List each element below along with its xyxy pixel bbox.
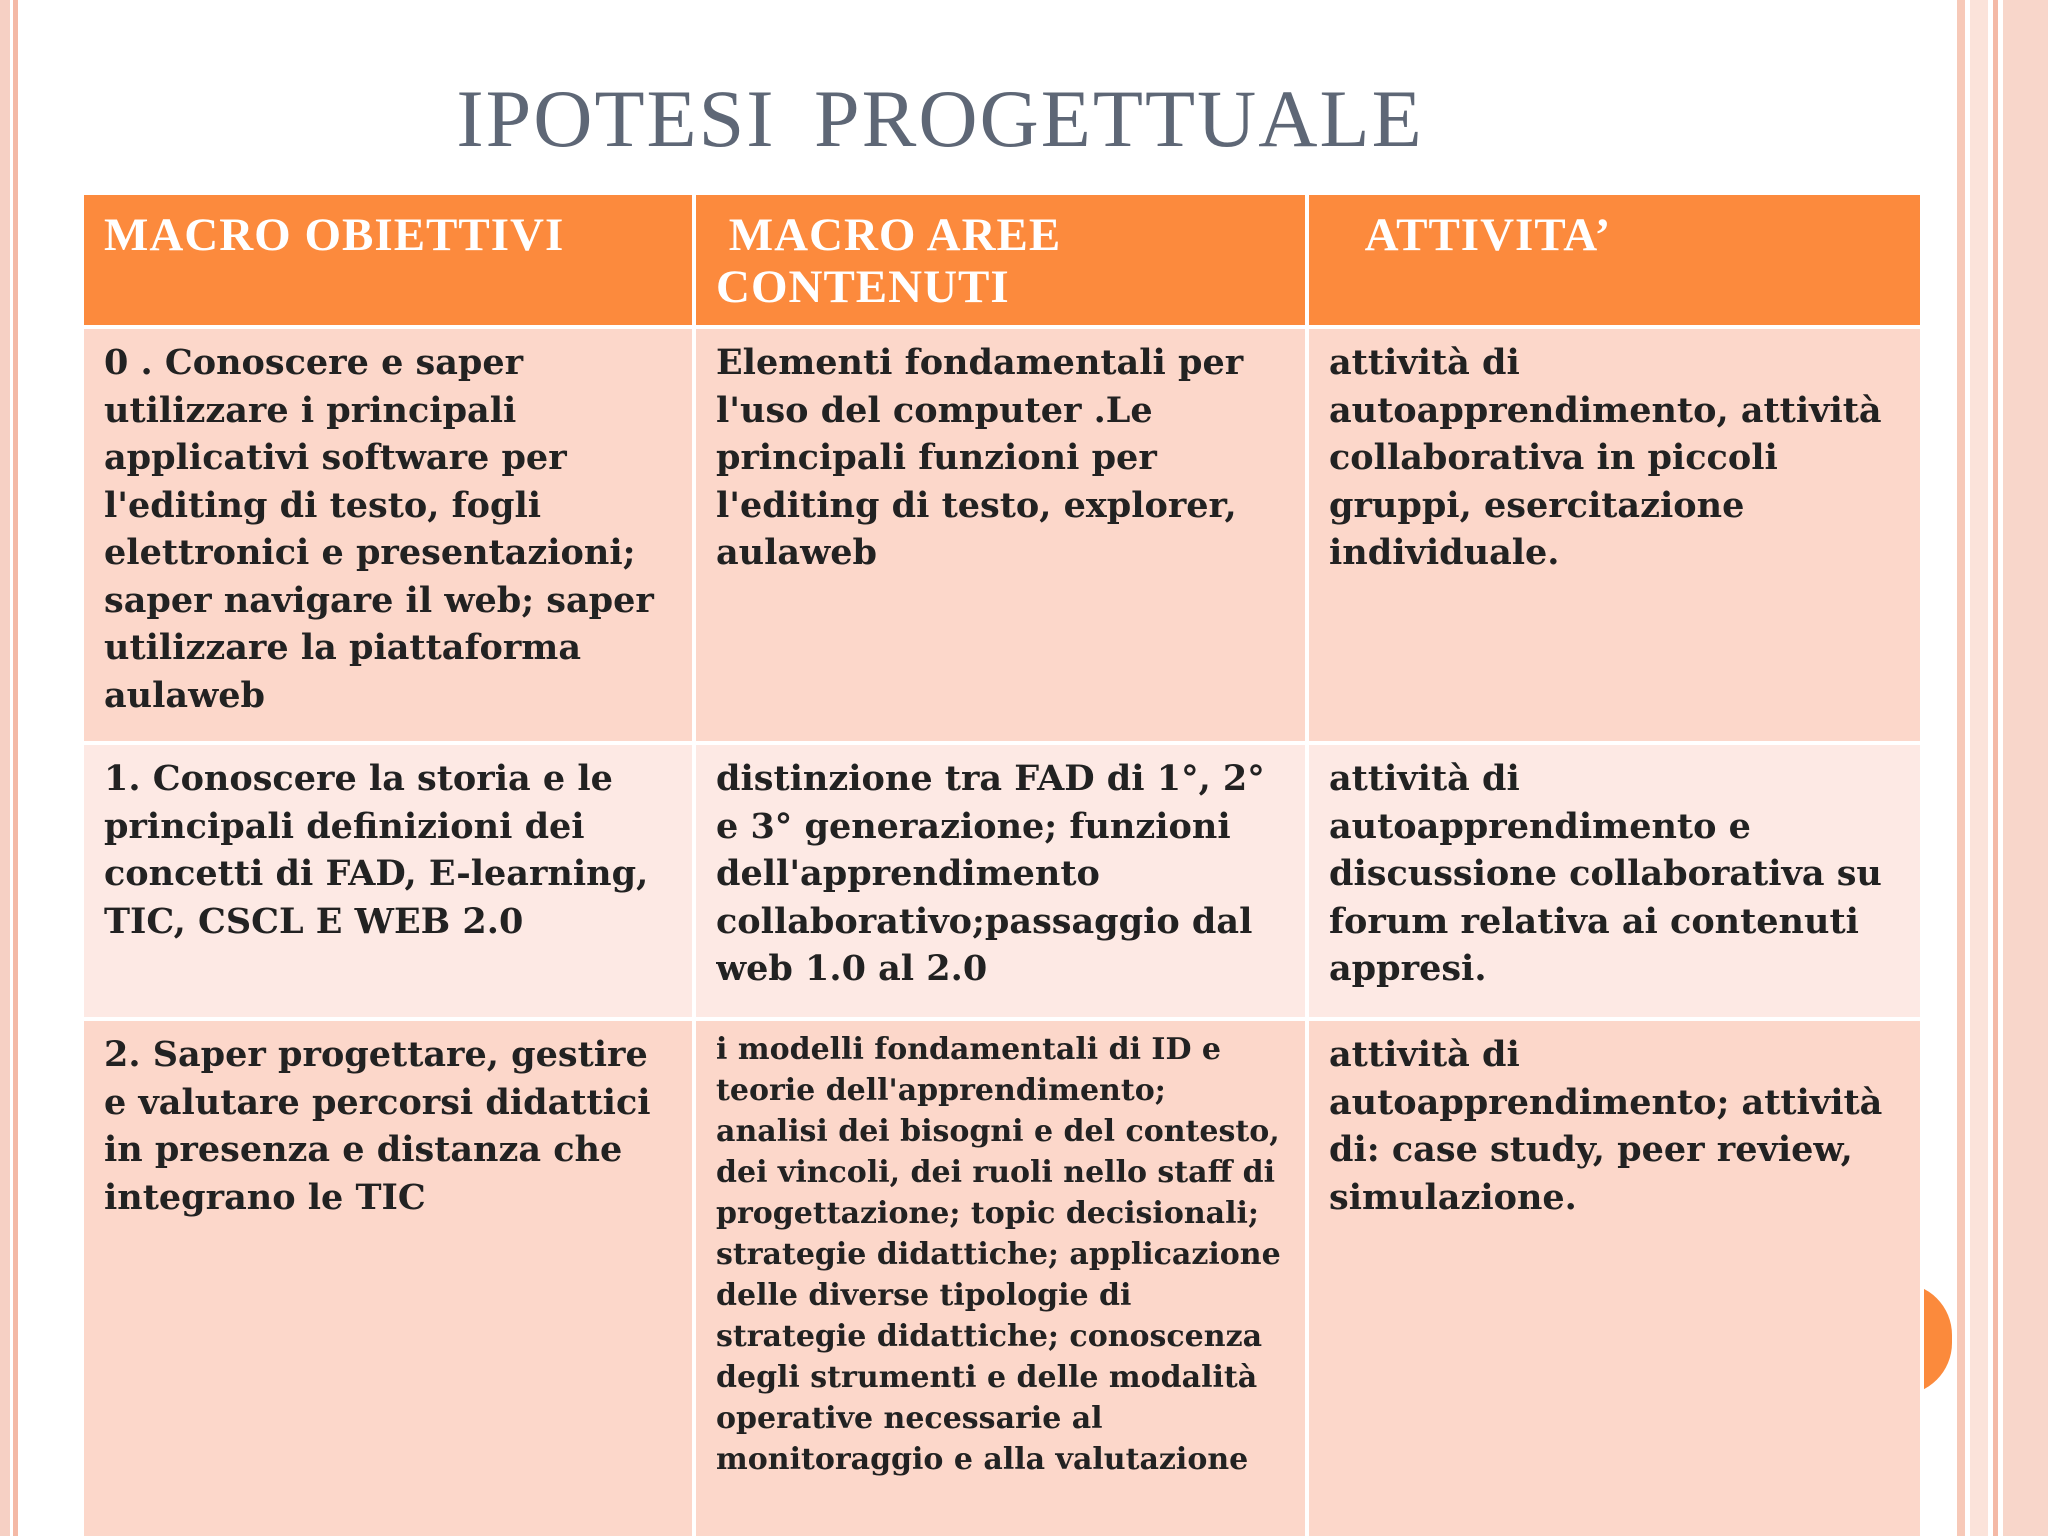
cell-text: i modelli fondamentali di ID e teorie dell'apprendimento; analisi dei bisogni e del contesto, dei vincoli, dei ruoli nello staff di progettazione; topic decisionali; strategie didattiche; applicazione delle diverse tipologie di strategie didattiche; conoscenza degli strumenti e delle modalità operative necessarie al monitoraggio e alla valutazione xyxy=(716,1032,1281,1477)
page-title: IPOTESI PROGETTUALE xyxy=(456,73,1424,164)
cell-text: attività di autoapprendimento; attività di: case study, peer review, simulazione. xyxy=(1329,1034,1883,1218)
header-label: MACRO OBIETTIVI xyxy=(104,209,565,261)
cell-text: 0 . Conoscere e saper utilizzare i principali applicativi software per l'editing di testo, fogli elettronici e presentazioni; saper navigare il web; saper utilizzare la piattaforma aulaweb xyxy=(104,342,654,716)
cell-attivita xyxy=(1307,327,1922,743)
cell-attivita xyxy=(1307,743,1922,1019)
left-border-line xyxy=(13,0,18,1536)
header-macro-aree-contenuti xyxy=(694,193,1307,327)
header-macro-obiettivi xyxy=(82,193,694,327)
table-row xyxy=(82,327,1922,743)
cell-text: 1. Conoscere la storia e le principali definizioni dei concetti di FAD, E-learning, TIC, CSCL E WEB 2.0 xyxy=(104,758,649,942)
header-attivita xyxy=(1307,193,1922,327)
cell-text: attività di autoapprendimento, attività collaborativa in piccoli gruppi, esercitazione individuale. xyxy=(1329,342,1882,573)
cell-contenuti xyxy=(694,1019,1307,1536)
table-row xyxy=(82,1019,1922,1536)
header-label: MACRO AREE CONTENUTI xyxy=(716,209,1062,313)
cell-obiettivo xyxy=(82,327,694,743)
header-label: ATTIVITA’ xyxy=(1329,209,1612,261)
cell-text: attività di autoapprendimento e discussione collaborativa su forum relativa ai contenuti appresi. xyxy=(1329,758,1882,989)
left-border-stripe xyxy=(0,0,10,1536)
cell-text: distinzione tra FAD di 1°, 2° e 3° generazione; funzioni dell'apprendimento collaborativo;passaggio dal web 1.0 al 2.0 xyxy=(716,758,1265,989)
table-header-row xyxy=(82,193,1922,327)
right-border-stripe xyxy=(1970,0,1988,1536)
objectives-table xyxy=(80,191,1924,1536)
cell-text: 2. Saper progettare, gestire e valutare percorsi didattici in presenza e distanza che integrano le TIC xyxy=(104,1034,651,1218)
right-border-line xyxy=(1957,0,1965,1536)
cell-attivita xyxy=(1307,1019,1922,1536)
table-row xyxy=(82,743,1922,1019)
cell-obiettivo xyxy=(82,1019,694,1536)
cell-text: Elementi fondamentali per l'uso del computer .Le principali funzioni per l'editing di testo, explorer, aulaweb xyxy=(716,342,1244,573)
cell-contenuti xyxy=(694,743,1307,1019)
cell-contenuti xyxy=(694,327,1307,743)
right-border-band xyxy=(2003,0,2048,1536)
right-border-line-outer xyxy=(1993,0,1998,1536)
cell-obiettivo xyxy=(82,743,694,1019)
